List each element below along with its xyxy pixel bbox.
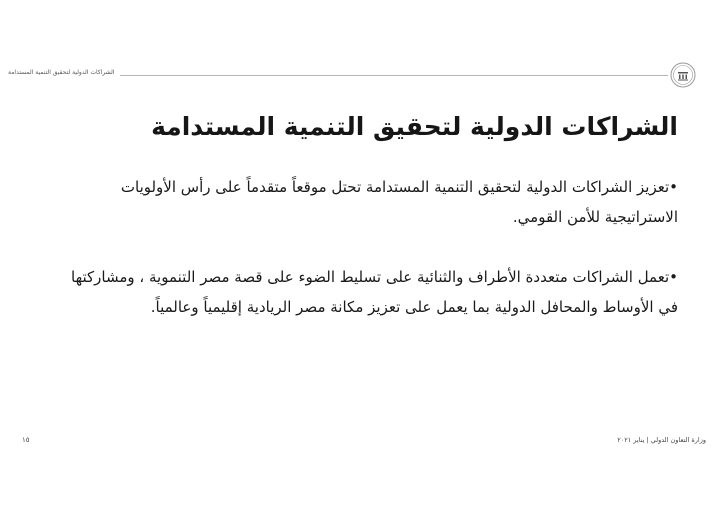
header-label: الشراكات الدولية لتحقيق التنمية المستدامة (8, 69, 115, 76)
slide-title: الشراكات الدولية لتحقيق التنمية المستدامة (151, 112, 678, 141)
footer-ministry-label: وزارة التعاون الدولي | يناير ٢٠٢١ (617, 436, 706, 444)
bullet-point: •تعزيز الشراكات الدولية لتحقيق التنمية المستدامة تحتل موقعاً متقدماً على رأس الأولويات الاستراتيجية للأمن القومي. (120, 178, 678, 226)
bullet-point: •تعمل الشراكات متعددة الأطراف والثنائية على تسليط الضوء على قصة مصر التنموية ، ومشاركتها في الأوساط والمحافل الدولية بما يعمل على تعزيز مكانة مصر الريادية إقليمياً وعالمياً. (71, 268, 678, 316)
egypt-eagle-emblem-icon (670, 62, 696, 88)
page-number: ١٥ (22, 436, 30, 444)
header-divider (120, 75, 668, 76)
